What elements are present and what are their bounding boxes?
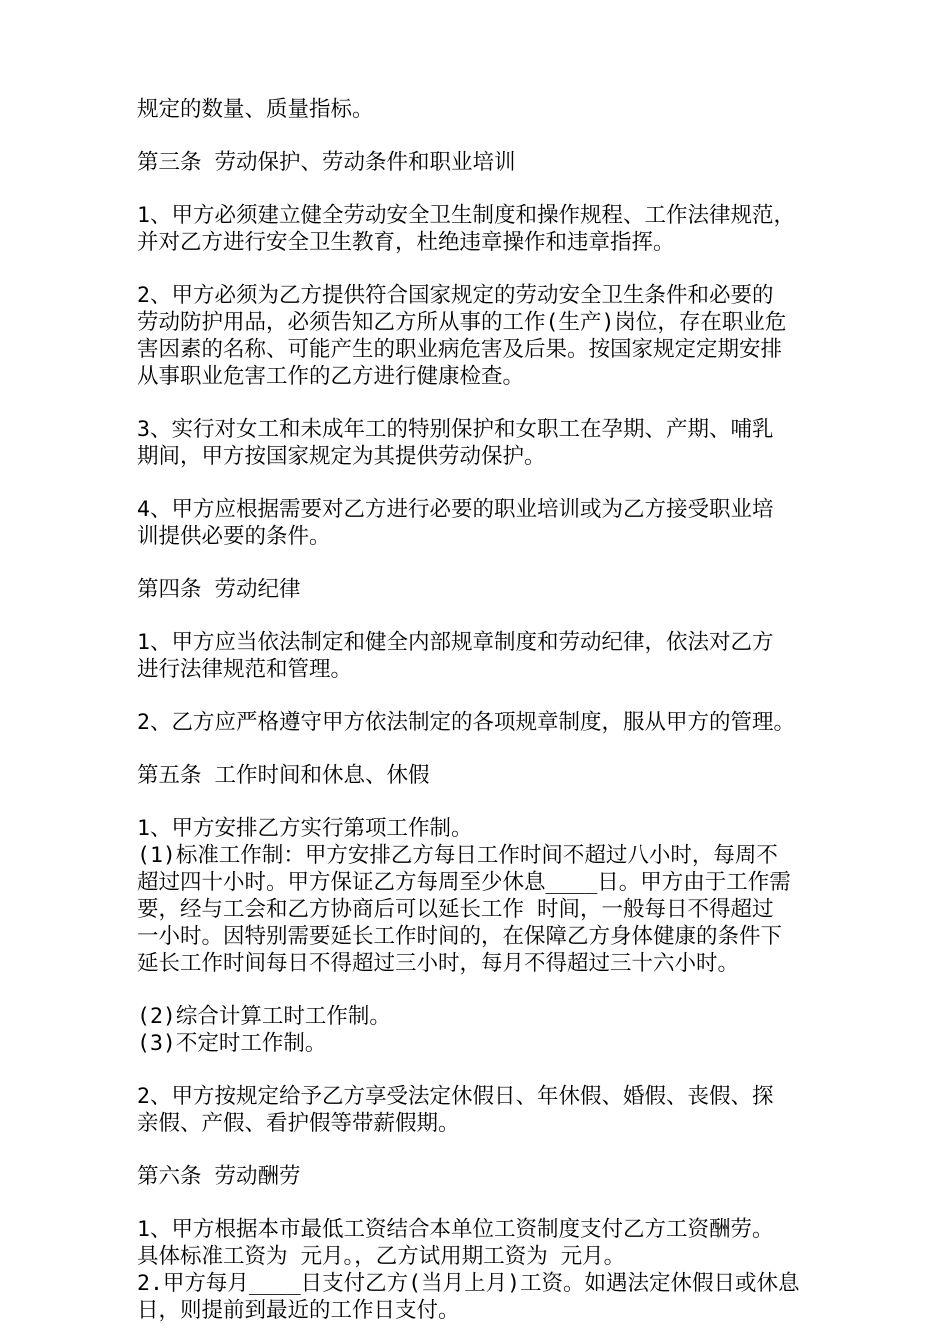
text-line: 1、甲方必须建立健全劳动安全卫生制度和操作规程、工作法律规范，	[137, 203, 795, 228]
text-line: 亲假、产假、看护假等带薪假期。	[137, 1111, 460, 1136]
text-line: 劳动防护用品，必须告知乙方所从事的工作(生产)岗位，存在职业危	[137, 310, 787, 335]
text-line: 2、乙方应严格遵守甲方依法制定的各项规章制度，服从甲方的管理。	[137, 710, 795, 735]
paragraph-article-3-item-1	[137, 202, 827, 256]
heading-article-5	[137, 762, 827, 789]
text-line: 训提供必要的条件。	[137, 524, 331, 549]
text-line: 2、甲方必须为乙方提供符合国家规定的劳动安全卫生条件和必要的	[137, 283, 774, 308]
heading-article-3	[137, 149, 827, 176]
paragraph-article-5-item-2	[137, 1083, 827, 1137]
heading-text: 第三条 劳动保护、劳动条件和职业培训	[137, 150, 516, 175]
text-line: 要，经与工会和乙方协商后可以延长工作 时间，一般每日不得超过	[137, 897, 774, 922]
paragraph-article-3-item-2	[137, 282, 827, 390]
paragraph-article-3-item-4	[137, 496, 827, 550]
paragraph-quality-indicators	[137, 96, 827, 123]
heading-text: 第五条 工作时间和休息、休假	[137, 763, 430, 788]
text-line: 从事职业危害工作的乙方进行健康检查。	[137, 364, 525, 389]
text-line: 2.甲方每月____日支付乙方(当月上月)工资。如遇法定休假日或休息	[137, 1271, 800, 1296]
text-line: 3、实行对女工和未成年工的特别保护和女职工在孕期、产期、哺乳	[137, 417, 774, 442]
paragraph-article-6-items	[137, 1216, 827, 1324]
paragraph-article-4-item-1	[137, 629, 827, 683]
text-line: (1)标准工作制：甲方安排乙方每日工作时间不超过八小时，每周不	[137, 843, 778, 868]
text-line: 害因素的名称、可能产生的职业病危害及后果。按国家规定定期安排	[137, 337, 783, 362]
heading-text: 第六条 劳动酬劳	[137, 1164, 301, 1189]
paragraph-article-5-options	[137, 1003, 827, 1057]
paragraph-article-3-item-3	[137, 416, 827, 470]
text-line: 延长工作时间每日不得超过三小时，每月不得超过三十六小时。	[137, 951, 740, 976]
text-line: 超过四十小时。甲方保证乙方每周至少休息____日。甲方由于工作需	[137, 870, 791, 895]
text-line: 并对乙方进行安全卫生教育，杜绝违章操作和违章指挥。	[137, 230, 675, 255]
text-line: 1、甲方安排乙方实行第项工作制。	[137, 816, 473, 841]
text-line: 1、甲方根据本市最低工资结合本单位工资制度支付乙方工资酬劳。	[137, 1217, 774, 1242]
heading-article-6	[137, 1163, 827, 1190]
text-line: 2、甲方按规定给予乙方享受法定休假日、年休假、婚假、丧假、探	[137, 1084, 774, 1109]
text-line: 具体标准工资为 元月。，乙方试用期工资为 元月。	[137, 1244, 626, 1269]
text-line: (2)综合计算工时工作制。	[137, 1004, 391, 1029]
text-line: 一小时。因特别需要延长工作时间的，在保障乙方身体健康的条件下	[137, 924, 783, 949]
heading-article-4	[137, 576, 827, 603]
document-page	[137, 96, 827, 1324]
text-line: 规定的数量、质量指标。	[137, 97, 374, 122]
paragraph-article-4-item-2	[137, 709, 827, 736]
text-line: 期间，甲方按国家规定为其提供劳动保护。	[137, 444, 546, 469]
text-line: (3)不定时工作制。	[137, 1031, 327, 1056]
text-line: 日，则提前到最近的工作日支付。	[137, 1298, 460, 1323]
text-line: 1、甲方应当依法制定和健全内部规章制度和劳动纪律，依法对乙方	[137, 630, 774, 655]
paragraph-article-5-item-1	[137, 815, 827, 977]
heading-text: 第四条 劳动纪律	[137, 577, 301, 602]
text-line: 进行法律规范和管理。	[137, 657, 353, 682]
text-line: 4、甲方应根据需要对乙方进行必要的职业培训或为乙方接受职业培	[137, 497, 774, 522]
